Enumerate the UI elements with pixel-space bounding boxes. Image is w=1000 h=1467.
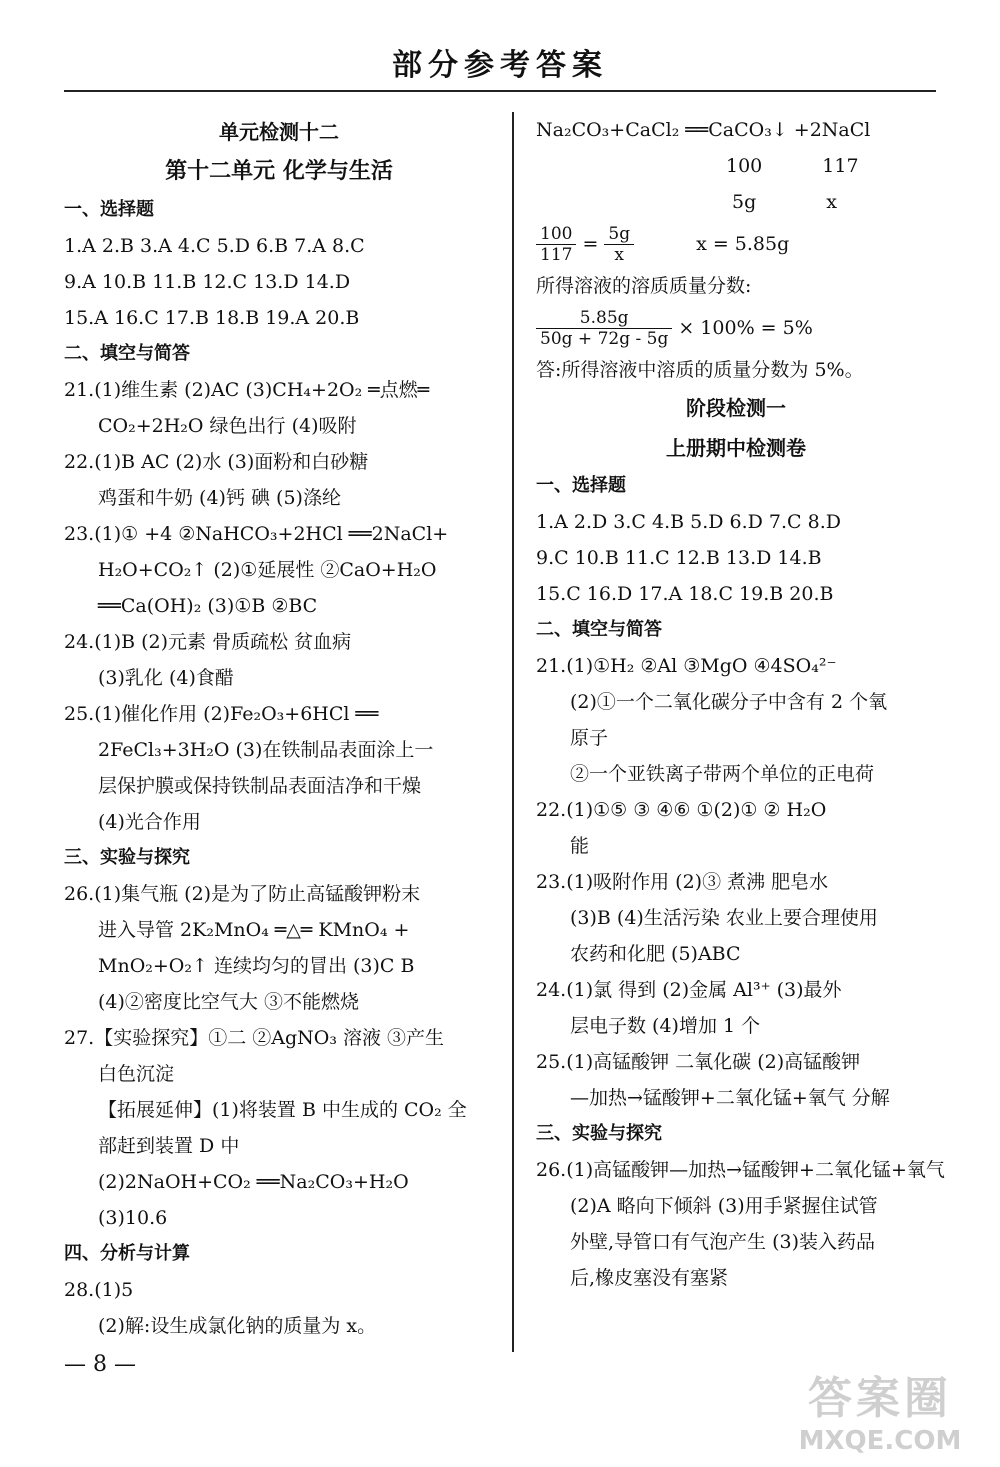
answer-line: 1.A 2.B 3.A 4.C 5.D 6.B 7.A 8.C bbox=[64, 235, 365, 257]
fraction-numerator: 5g bbox=[604, 224, 634, 245]
answer-line: 2FeCl₃+3H₂O (3)在铁制品表面涂上一 bbox=[98, 739, 434, 761]
fraction-numerator: 5.85g bbox=[536, 308, 672, 329]
answer-line: (2)2NaOH+CO₂ ══Na₂CO₃+H₂O bbox=[98, 1171, 409, 1193]
mass-fraction-row bbox=[536, 304, 936, 352]
ratio-value: x bbox=[826, 191, 837, 213]
answer-line: 25.(1)高锰酸钾 二氧化碳 (2)高锰酸钾 bbox=[536, 1051, 861, 1073]
answer-line: (2)解:设生成氯化钠的质量为 x。 bbox=[98, 1315, 377, 1337]
answer-line: (3)乳化 (4)食醋 bbox=[98, 667, 234, 689]
answer-line: CO₂+2H₂O 绿色出行 (4)吸附 bbox=[98, 415, 357, 437]
fraction-tail: × 100% = 5% bbox=[678, 317, 813, 339]
answer-line: 26.(1)高锰酸钾—加热→锰酸钾+二氧化锰+氧气 bbox=[536, 1159, 945, 1181]
fraction-denominator: 117 bbox=[540, 244, 573, 265]
answer-line: 22.(1)①⑤ ③ ④⑥ ①(2)① ② H₂O bbox=[536, 799, 827, 821]
answer-line: 层保护膜或保持铁制品表面洁净和干燥 bbox=[98, 775, 422, 797]
ratio-value: 100 bbox=[726, 155, 763, 177]
unit-title: 单元检测十二 bbox=[219, 120, 339, 144]
answer-line: 22.(1)B AC (2)水 (3)面粉和白砂糖 bbox=[64, 451, 369, 473]
answer-line: ②一个亚铁离子带两个单位的正电荷 bbox=[570, 763, 875, 785]
page-number: — 8 — bbox=[64, 1352, 136, 1377]
section-heading: 一、选择题 bbox=[64, 199, 154, 220]
answer-line: 21.(1)维生素 (2)AC (3)CH₄+2O₂ ═点燃═ bbox=[64, 379, 430, 401]
section-heading: 三、实验与探究 bbox=[536, 1123, 662, 1144]
equation-ratio-row bbox=[536, 184, 936, 220]
answer-line: 24.(1)氯 得到 (2)金属 Al³⁺ (3)最外 bbox=[536, 979, 842, 1001]
answer-line: 农药和化肥 (5)ABC bbox=[570, 943, 741, 965]
answer-line: —加热→锰酸钾+二氧化锰+氧气 分解 bbox=[570, 1087, 890, 1109]
watermark-url: MXQE.COM bbox=[798, 1426, 962, 1456]
equation-ratio-row bbox=[536, 148, 936, 184]
ratio-value: 5g bbox=[732, 191, 757, 213]
ratio-value: 117 bbox=[822, 155, 859, 177]
stage-subtitle: 上册期中检测卷 bbox=[666, 436, 806, 460]
answer-line: 23.(1)① +4 ②NaHCO₃+2HCl ══2NaCl+ bbox=[64, 523, 449, 545]
equals-sign: = bbox=[582, 233, 599, 255]
fraction bbox=[604, 224, 634, 265]
unit-subtitle: 第十二单元 化学与生活 bbox=[165, 159, 393, 184]
answer-line: 层电子数 (4)增加 1 个 bbox=[570, 1015, 761, 1037]
answer-line: (4)光合作用 bbox=[98, 811, 201, 833]
answer-line: 能 bbox=[570, 835, 590, 857]
answer-line: (4)②密度比空气大 ③不能燃烧 bbox=[98, 991, 359, 1013]
answer-line: 进入导管 2K₂MnO₄ ═△═ KMnO₄ + bbox=[98, 919, 410, 941]
answer-line: H₂O+CO₂↑ (2)①延展性 ②CaO+H₂O bbox=[98, 559, 437, 581]
page-header-title: 部分参考答案 bbox=[392, 48, 608, 83]
fraction bbox=[536, 224, 576, 265]
fraction-denominator: x bbox=[614, 244, 625, 265]
answer-line: 25.(1)催化作用 (2)Fe₂O₃+6HCl ══ bbox=[64, 703, 379, 725]
answer-line: MnO₂+O₂↑ 连续均匀的冒出 (3)C B bbox=[98, 955, 415, 977]
right-column bbox=[536, 112, 945, 1296]
answer-line: 21.(1)①H₂ ②Al ③MgO ④4SO₄²⁻ bbox=[536, 655, 837, 677]
answer-line: (3)B (4)生活污染 农业上要合理使用 bbox=[570, 907, 878, 929]
fraction bbox=[536, 308, 672, 349]
fraction-denominator: 50g + 72g - 5g bbox=[540, 328, 669, 349]
answer-line: 原子 bbox=[570, 727, 609, 749]
answer-line: ══Ca(OH)₂ (3)①B ②BC bbox=[98, 595, 318, 617]
answer-line: (2)①一个二氧化碳分子中含有 2 个氧 bbox=[570, 691, 888, 713]
answer-line: 白色沉淀 bbox=[98, 1063, 175, 1085]
watermark-text: 答案圈 bbox=[808, 1373, 952, 1424]
answer-line: 外壁,导管口有气泡产生 (3)装入药品 bbox=[570, 1231, 875, 1253]
answer-line: 9.C 10.B 11.C 12.B 13.D 14.B bbox=[536, 547, 822, 569]
equation-line: Na₂CO₃+CaCl₂ ══CaCO₃↓ +2NaCl bbox=[536, 119, 871, 141]
answer-line: 1.A 2.D 3.C 4.B 5.D 6.D 7.C 8.D bbox=[536, 511, 841, 533]
answer-line: 9.A 10.B 11.B 12.C 13.D 14.D bbox=[64, 271, 351, 293]
section-heading: 三、实验与探究 bbox=[64, 847, 190, 868]
answer-line: 27.【实验探究】①二 ②AgNO₃ 溶液 ③产生 bbox=[64, 1027, 445, 1049]
answer-line: 24.(1)B (2)元素 骨质疏松 贫血病 bbox=[64, 631, 352, 653]
section-heading: 一、选择题 bbox=[536, 475, 626, 496]
answer-line: 答:所得溶液中溶质的质量分数为 5%。 bbox=[536, 359, 864, 381]
section-heading: 二、填空与简答 bbox=[64, 343, 190, 364]
answer-line: 后,橡皮塞没有塞紧 bbox=[570, 1267, 729, 1289]
section-heading: 四、分析与计算 bbox=[64, 1243, 190, 1264]
answer-line: (3)10.6 bbox=[98, 1207, 168, 1229]
answer-line: 15.C 16.D 17.A 18.C 19.B 20.B bbox=[536, 583, 834, 605]
column-divider bbox=[512, 112, 514, 1352]
stage-title: 阶段检测一 bbox=[686, 396, 786, 420]
watermark-logo bbox=[760, 1372, 1000, 1467]
answer-line: 26.(1)集气瓶 (2)是为了防止高锰酸钾粉末 bbox=[64, 883, 421, 905]
answer-line: 【拓展延伸】(1)将装置 B 中生成的 CO₂ 全 bbox=[98, 1099, 467, 1121]
answer-line: 28.(1)5 bbox=[64, 1279, 134, 1301]
proportion-result: x = 5.85g bbox=[696, 233, 790, 255]
answer-line: 15.A 16.C 17.B 18.B 19.A 20.B bbox=[64, 307, 360, 329]
answer-line: 鸡蛋和牛奶 (4)钙 碘 (5)涤纶 bbox=[98, 487, 341, 509]
header-divider bbox=[64, 90, 936, 92]
answer-line: 23.(1)吸附作用 (2)③ 煮沸 肥皂水 bbox=[536, 871, 829, 893]
fraction-numerator: 100 bbox=[536, 224, 576, 245]
answer-line: 所得溶液的溶质质量分数: bbox=[536, 275, 752, 297]
answer-line: (2)A 略向下倾斜 (3)用手紧握住试管 bbox=[570, 1195, 878, 1217]
answer-line: 部赶到装置 D 中 bbox=[98, 1135, 240, 1157]
left-column bbox=[64, 112, 494, 1344]
proportion-row bbox=[536, 220, 936, 268]
section-heading: 二、填空与简答 bbox=[536, 619, 662, 640]
